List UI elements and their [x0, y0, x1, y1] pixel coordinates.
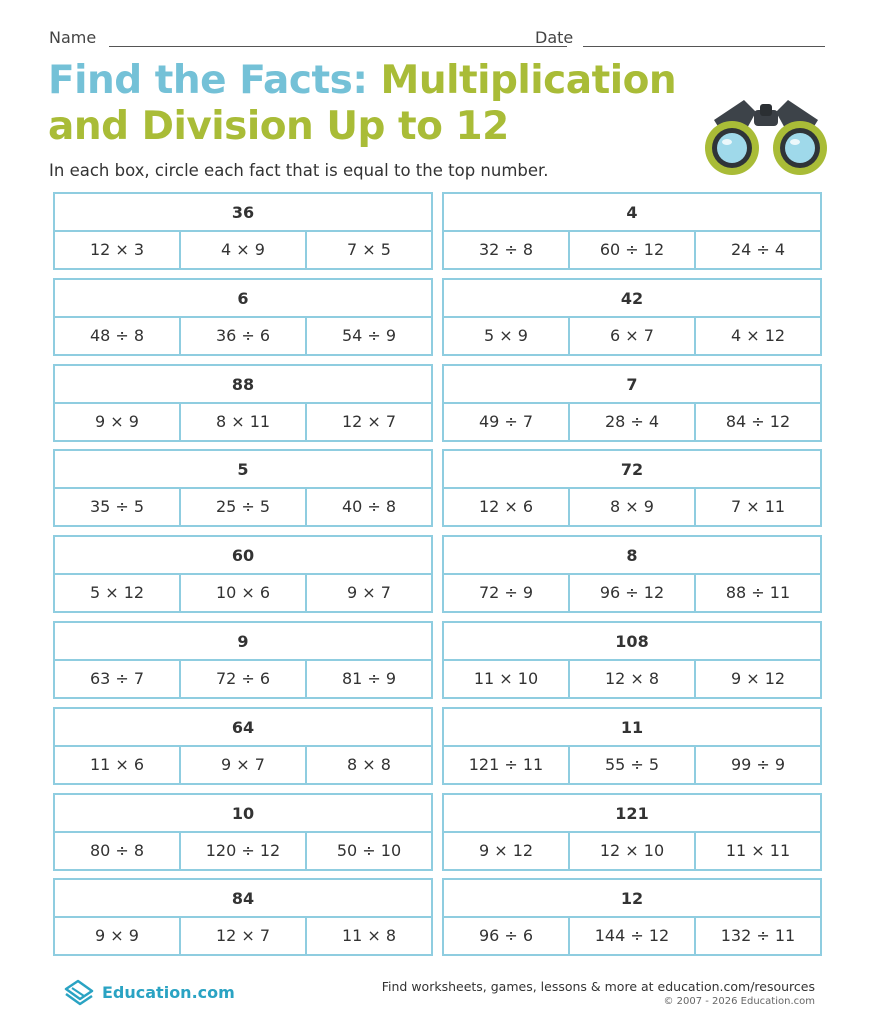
- fact-option[interactable]: 9 × 7: [181, 747, 307, 783]
- fact-box: [53, 364, 433, 442]
- fact-option[interactable]: 12 × 3: [55, 232, 181, 268]
- fact-option[interactable]: 50 ÷ 10: [336, 840, 402, 860]
- logo-text: Education.com: [102, 982, 235, 1002]
- fact-option[interactable]: 9 × 9: [55, 918, 181, 954]
- fact-option[interactable]: 11 × 10: [444, 661, 570, 697]
- fact-option[interactable]: 4 × 12: [730, 325, 786, 345]
- fact-option[interactable]: 63 ÷ 7: [55, 661, 181, 697]
- fact-option[interactable]: 5 × 12: [55, 575, 181, 611]
- fact-option[interactable]: 11 × 8: [341, 926, 397, 946]
- target-number: 108: [444, 623, 820, 661]
- fact-option[interactable]: 72 ÷ 9: [444, 575, 570, 611]
- fact-options: [444, 918, 820, 954]
- fact-options: [55, 918, 431, 954]
- fact-options: [55, 661, 431, 697]
- fact-option[interactable]: 84 ÷ 12: [725, 411, 791, 431]
- fact-box: [53, 621, 433, 699]
- fact-option[interactable]: 35 ÷ 5: [55, 489, 181, 525]
- target-number: 72: [444, 451, 820, 489]
- fact-options: [444, 232, 820, 268]
- fact-option[interactable]: 121 ÷ 11: [444, 747, 570, 783]
- fact-box: [442, 707, 822, 785]
- fact-option[interactable]: 6 × 7: [570, 318, 696, 354]
- fact-option[interactable]: 40 ÷ 8: [341, 497, 397, 517]
- fact-option[interactable]: 5 × 9: [444, 318, 570, 354]
- target-number: 11: [444, 709, 820, 747]
- fact-option[interactable]: 10 × 6: [181, 575, 307, 611]
- fact-option[interactable]: 36 ÷ 6: [181, 318, 307, 354]
- fact-box: [53, 192, 433, 270]
- name-field-line[interactable]: [109, 46, 567, 47]
- fact-options: [444, 575, 820, 611]
- fact-box: [442, 278, 822, 356]
- fact-box: [442, 449, 822, 527]
- fact-option[interactable]: 32 ÷ 8: [444, 232, 570, 268]
- fact-box: [53, 535, 433, 613]
- fact-box: [53, 793, 433, 871]
- instructions: In each box, circle each fact that is equal to the top number.: [49, 161, 549, 180]
- fact-option[interactable]: 9 × 12: [444, 833, 570, 869]
- fact-option[interactable]: 8 × 8: [347, 754, 391, 774]
- fact-option[interactable]: 80 ÷ 8: [55, 833, 181, 869]
- fact-option[interactable]: 12 × 10: [570, 833, 696, 869]
- education-logo[interactable]: [62, 975, 235, 1009]
- fact-option[interactable]: 7 × 11: [730, 497, 786, 517]
- fact-option[interactable]: 11 × 11: [725, 840, 791, 860]
- target-number: 9: [55, 623, 431, 661]
- fact-option[interactable]: 54 ÷ 9: [341, 325, 397, 345]
- fact-option[interactable]: 12 × 8: [570, 661, 696, 697]
- fact-option[interactable]: 49 ÷ 7: [444, 404, 570, 440]
- fact-option[interactable]: 12 × 6: [444, 489, 570, 525]
- title-part-1: Find the Facts:: [48, 58, 368, 103]
- education-logo-icon: [62, 977, 96, 1007]
- fact-option[interactable]: 8 × 9: [570, 489, 696, 525]
- worksheet-title: [48, 58, 728, 150]
- target-number: 60: [55, 537, 431, 575]
- target-number: 10: [55, 795, 431, 833]
- target-number: 64: [55, 709, 431, 747]
- fact-option[interactable]: 72 ÷ 6: [181, 661, 307, 697]
- fact-box: [53, 878, 433, 956]
- target-number: 42: [444, 280, 820, 318]
- fact-option[interactable]: 12 × 7: [181, 918, 307, 954]
- footer-info: [382, 979, 815, 1007]
- fact-box: [53, 278, 433, 356]
- fact-options: [444, 318, 820, 354]
- fact-box: [442, 535, 822, 613]
- fact-options: [444, 489, 820, 525]
- fact-box: [442, 364, 822, 442]
- fact-option[interactable]: 132 ÷ 11: [720, 926, 796, 946]
- fact-option[interactable]: 7 × 5: [347, 240, 391, 259]
- date-field-line[interactable]: [583, 46, 825, 47]
- fact-options: [444, 404, 820, 440]
- fact-options: [444, 747, 820, 783]
- fact-box: [442, 878, 822, 956]
- fact-options: [444, 833, 820, 869]
- fact-option[interactable]: 60 ÷ 12: [570, 232, 696, 268]
- fact-option[interactable]: 9 × 7: [347, 583, 391, 603]
- footer-link-text[interactable]: Find worksheets, games, lessons & more at education.com/resources: [381, 979, 815, 994]
- fact-options: [55, 318, 431, 354]
- fact-options: [55, 747, 431, 783]
- fact-option[interactable]: 48 ÷ 8: [55, 318, 181, 354]
- fact-box: [442, 621, 822, 699]
- fact-option[interactable]: 55 ÷ 5: [570, 747, 696, 783]
- fact-option[interactable]: 88 ÷ 11: [725, 583, 791, 603]
- title-part-2: Multiplication and Division Up to 12: [48, 58, 677, 149]
- fact-option[interactable]: 144 ÷ 12: [570, 918, 696, 954]
- fact-options: [55, 404, 431, 440]
- fact-option[interactable]: 4 × 9: [181, 232, 307, 268]
- date-label: Date: [535, 28, 574, 47]
- fact-option[interactable]: 96 ÷ 6: [444, 918, 570, 954]
- target-number: 5: [55, 451, 431, 489]
- fact-option[interactable]: 24 ÷ 4: [730, 240, 786, 259]
- binoculars-icon: [704, 90, 828, 182]
- fact-option[interactable]: 81 ÷ 9: [341, 669, 397, 688]
- fact-option[interactable]: 25 ÷ 5: [181, 489, 307, 525]
- target-number: 12: [444, 880, 820, 918]
- fact-box: [53, 449, 433, 527]
- fact-options: [444, 661, 820, 697]
- fact-options: [55, 575, 431, 611]
- fact-box: [442, 192, 822, 270]
- fact-option[interactable]: 9 × 12: [730, 669, 786, 688]
- fact-options: [55, 232, 431, 268]
- fact-option[interactable]: 96 ÷ 12: [570, 575, 696, 611]
- target-number: 121: [444, 795, 820, 833]
- name-label: Name: [49, 28, 97, 47]
- fact-option[interactable]: 99 ÷ 9: [730, 754, 786, 774]
- target-number: 84: [55, 880, 431, 918]
- target-number: 88: [55, 366, 431, 404]
- target-number: 8: [444, 537, 820, 575]
- target-number: 4: [444, 194, 820, 232]
- fact-option[interactable]: 28 ÷ 4: [570, 404, 696, 440]
- fact-box: [53, 707, 433, 785]
- fact-option[interactable]: 120 ÷ 12: [181, 833, 307, 869]
- name-date-row: [49, 28, 825, 50]
- target-number: 7: [444, 366, 820, 404]
- fact-options: [55, 833, 431, 869]
- fact-box: [442, 793, 822, 871]
- target-number: 36: [55, 194, 431, 232]
- fact-option[interactable]: 9 × 9: [55, 404, 181, 440]
- target-number: 6: [55, 280, 431, 318]
- fact-option[interactable]: 11 × 6: [55, 747, 181, 783]
- fact-option[interactable]: 12 × 7: [341, 411, 397, 431]
- fact-option[interactable]: 8 × 11: [181, 404, 307, 440]
- copyright-text: © 2007 - 2026 Education.com: [663, 996, 815, 1007]
- fact-options: [55, 489, 431, 525]
